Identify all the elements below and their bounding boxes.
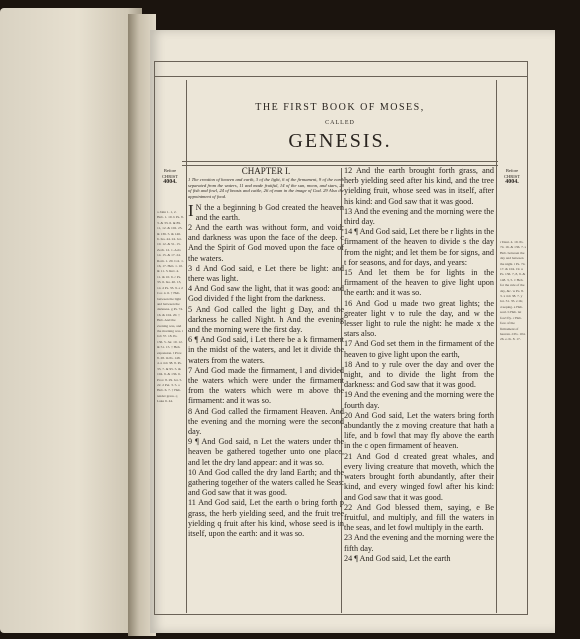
called-label: CALLED xyxy=(325,120,355,126)
verse: 4 And God saw the light, that it was good: and God divided f the light from the darkness. xyxy=(188,284,344,304)
left-margin-references: a John 1. 1, 2. Heb. 1. 10. b Ps. 8. 3. & 33. 6. & 89. 11, 12. & 102. 25. & 136. 5. & 146. 6. Isa. 44. 24. Jer. 10. 12. & 51. 15. Zech. 12. 1. Acts 14. 15. & 17. 24. Rom. 1. 20. Col. 1. 16, 17. Heb. 1. 10. & 11. 3. Rev. 4. 11. & 10. 6. c Ps. 33. 6. Isa. 40. 13, 14. d Ps. 33. 9. e 2 Cor. 4. 6. † Heb. between the light and between the darkness. g Ps. 74. 16. & 104. 20. † Heb. And the evening was, and the morning was. i Job 37. 18. Ps. 136. 5. Jer. 10. 12. & 51. 15. † Heb. expansion. l Prov. 8. 28. m Ps. 148. 4. n Job 38. 8. Ps. 33. 7. & 95. 5. & 104. 9. & 136. 6. Prov. 8. 29. Jer. 5. 22. 2 Pet. 3. 5. o Heb. 6. 7. † Heb. tender grass. q Luke 6. 44. xyxy=(157,210,184,404)
verse: 7 And God made the firmament, l and divided the waters which were under the firmament from the waters which were m above the firmament: and it was so. xyxy=(188,365,344,406)
verse: 20 And God said, Let the waters bring forth abundantly the z moving creature that hath a life, and b fowl that may fly above the earth in the c open firmament of heaven. xyxy=(344,410,494,451)
verse: 6 ¶ And God said, i Let there be a k firmament in the midst of the waters, and let it divide the waters from the waters. xyxy=(188,335,344,365)
left-margin-rule xyxy=(186,80,187,613)
book-title: THE FIRST BOOK OF MOSES, xyxy=(255,102,425,113)
bible-page xyxy=(150,30,555,633)
right-margin-references: r Deut. 4. 19. Ps. 74. 16. & 136. 7. s Heb. between the day and between the night. t Ps. 74. 17. & 104. 19. u Ps. 136. 7, 8, 9. & 148. 3, 5. v Heb. for the rule of the day, &c. w Ps. 8. 3. x Job 38. 7. y Jer. 31. 35. z Or, creeping. a Heb. soul. b Heb. let fowl fly. c Heb. face of the firmament of heaven. d Ps. 104. 26. e ch. 8. 17. xyxy=(500,240,526,342)
before-christ-label: Before CHRIST xyxy=(161,168,178,179)
verse: 5 And God called the light g Day, and the darkness he called Night. h And the evening and the morning were the first day. xyxy=(188,304,344,335)
before-christ-right xyxy=(498,168,526,186)
book-name: GENESIS. xyxy=(288,130,392,152)
verse: 9 ¶ And God said, n Let the waters under the heaven be gathered together unto one place, and let the dry land appear: and it was so. xyxy=(188,437,344,467)
verse: 21 And God d created great whales, and every living creature that moveth, which the waters brought forth abundantly, after their kind, and every winged fowl after his kind: and God saw that it was good. xyxy=(344,451,494,502)
year-right: 4004. xyxy=(505,179,519,185)
verse: 18 And to y rule over the day and over the night, and to divide the light from the darkness: and God saw that it was good. xyxy=(344,359,494,390)
verse: 12 And the earth brought forth grass, and herb yielding seed after his kind, and the tree yielding fruit, whose seed was in itself, after his kind: and God saw that it was good. xyxy=(344,166,494,206)
verse: 19 And the evening and the morning were the fourth day. xyxy=(344,390,494,410)
verse: 22 And God blessed them, saying, e Be fruitful, and multiply, and fill the waters in the seas, and let fowl multiply in the earth. xyxy=(344,502,494,533)
year-left: 4004. xyxy=(163,179,177,185)
verse: 2 And the earth was without form, and void; and darkness was upon the face of the deep. c And the Spirit of God moved upon the face of the waters. xyxy=(188,222,344,263)
right-margin-rule xyxy=(496,80,497,613)
verse: 17 And God set them in the firmament of the heaven to give light upon the earth, xyxy=(344,339,494,359)
verse: 14 ¶ And God said, Let there be r lights in the firmament of the heaven to divide s the day from the night; and let them be for signs, and t for seasons, and for days, and years: xyxy=(344,227,494,267)
verse: 11 And God said, Let the earth o bring forth p grass, the herb yielding seed, and the fruit tree yielding q fruit after his kind, whose seed is in itself, upon the earth: and it was so. xyxy=(188,498,344,539)
verse: 23 And the evening and the morning were the fifth day. xyxy=(344,533,494,553)
right-text-column xyxy=(344,166,494,564)
chapter-heading: CHAPTER I. xyxy=(241,166,291,176)
verse: 3 d And God said, e Let there be light: and there was light. xyxy=(188,263,344,283)
verse: 24 ¶ And God said, Let the earth xyxy=(344,553,451,563)
verse: 16 And God u made two great lights; the greater light v to rule the day, and w the lesser light to rule the night: he made x the stars also. xyxy=(344,298,494,339)
drop-cap: I xyxy=(188,200,194,220)
chapter-summary: 1 The creation of heaven and earth, 3 of the light, 6 of the firmament, 9 of the earth separated from the waters, 11 and made fruitful, 14 of the sun, moon, and stars, 20 of fish and fowl, 24 of beasts and cattle, 26 of man in the image of God. 29 Also the appointment of food. xyxy=(188,177,344,199)
verse: I N the a beginning b God created the heaven and the earth. xyxy=(188,200,344,222)
verse: 13 And the evening and the morning were the third day. xyxy=(344,206,494,227)
verse: 8 And God called the firmament Heaven. And the evening and the morning were the second day. xyxy=(188,406,344,437)
verse: 15 And let them be for lights in the firmament of the heaven to give light upon the earth: and it was so. xyxy=(344,268,494,298)
left-text-column xyxy=(188,166,344,539)
before-christ-label: Before CHRIST xyxy=(503,168,520,179)
left-page-edge xyxy=(0,8,142,633)
verse: 10 And God called the dry land Earth; and the gathering together of the waters called he Seas: and God saw that it was good. xyxy=(188,467,344,498)
before-christ-left xyxy=(156,168,184,186)
